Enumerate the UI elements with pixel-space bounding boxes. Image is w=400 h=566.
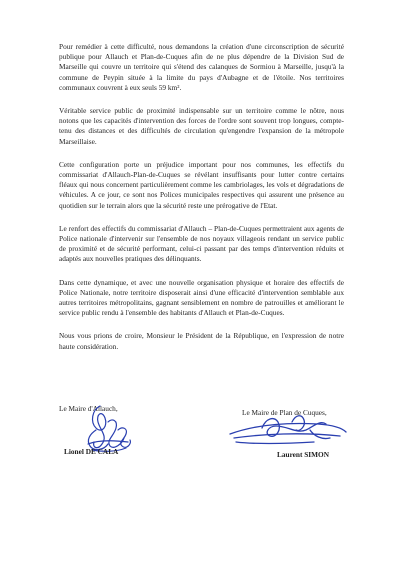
paragraph-prejudice: Cette configuration porte un préjudice important pour nos communes, les effectifs du commissariat d'Allauch-Plan-de-Cuques se révélant insuffisants pour lutter contre certains fléaux qui nous concernent particulièrement comme les cambriolages, les vols et dégradations de véhicules. A ce jour, ce sont nos Polices municipales respectives qui assurent une présence au quotidien sur le terrain alors que la sécurité reste une prérogative de l'Etat. (59, 159, 344, 210)
paragraph-service-public: Véritable service public de proximité indispensable sur un territoire comme le nôtre, nous notons que les capacités d'intervention des forces de l'ordre sont souvent trop longues, compte-tenu des distances et des difficultés de circulation qu'engendre l'expansion de la métropole Marseillaise. (59, 106, 344, 146)
paragraph-closing: Nous vous prions de croire, Monsieur le Président de la République, en l'expression de notre haute considération. (59, 331, 344, 351)
letter-body (59, 42, 344, 352)
right-signatory-title: Le Maire de Plan de Cuques, (242, 408, 327, 417)
left-signatory-title: Le Maire d'Allauch, (59, 404, 118, 413)
paragraph-circonscription: Pour remédier à cette difficulté, nous demandons la création d'une circonscription de sécurité publique pour Allauch et Plan-de-Cuques afin de ne plus dépendre de la Division Sud de Marseille qui couvre un territoire qui s'étend des calanques de Sormiou à Marseille, jusqu'à la commune de Peypin située à la limite du pays d'Aubagne et de l'étoile. Nos territoires communaux couvrent à eux seuls 59 km². (59, 42, 344, 92)
paragraph-renfort: Le renfort des effectifs du commissariat d'Allauch – Plan-de-Cuques permettraient aux agents de Police nationale d'intervenir sur l'ensemble de nos noyaux villageois rendant un service public de proximité et de sécurité performant, celui-ci passant par des temps d'intervention réduits et adaptés aux nouvelles pratiques des délinquants. (59, 223, 344, 264)
right-handwritten-signature (222, 408, 352, 450)
left-signatory-name: Lionel DE CALA (64, 447, 119, 456)
right-signatory-name: Laurent SIMON (277, 450, 329, 459)
paragraph-dynamique: Dans cette dynamique, et avec une nouvelle organisation physique et horaire des effectifs de Police Nationale, notre territoire disposerait ainsi d'une efficacité d'intervention semblable aux autres territoires métropolitains, gagnant sensiblement en nombre de patrouilles et améliorant le service public rendu à l'ensemble des habitants d'Allauch et Plan-de-Cuques. (59, 277, 344, 318)
